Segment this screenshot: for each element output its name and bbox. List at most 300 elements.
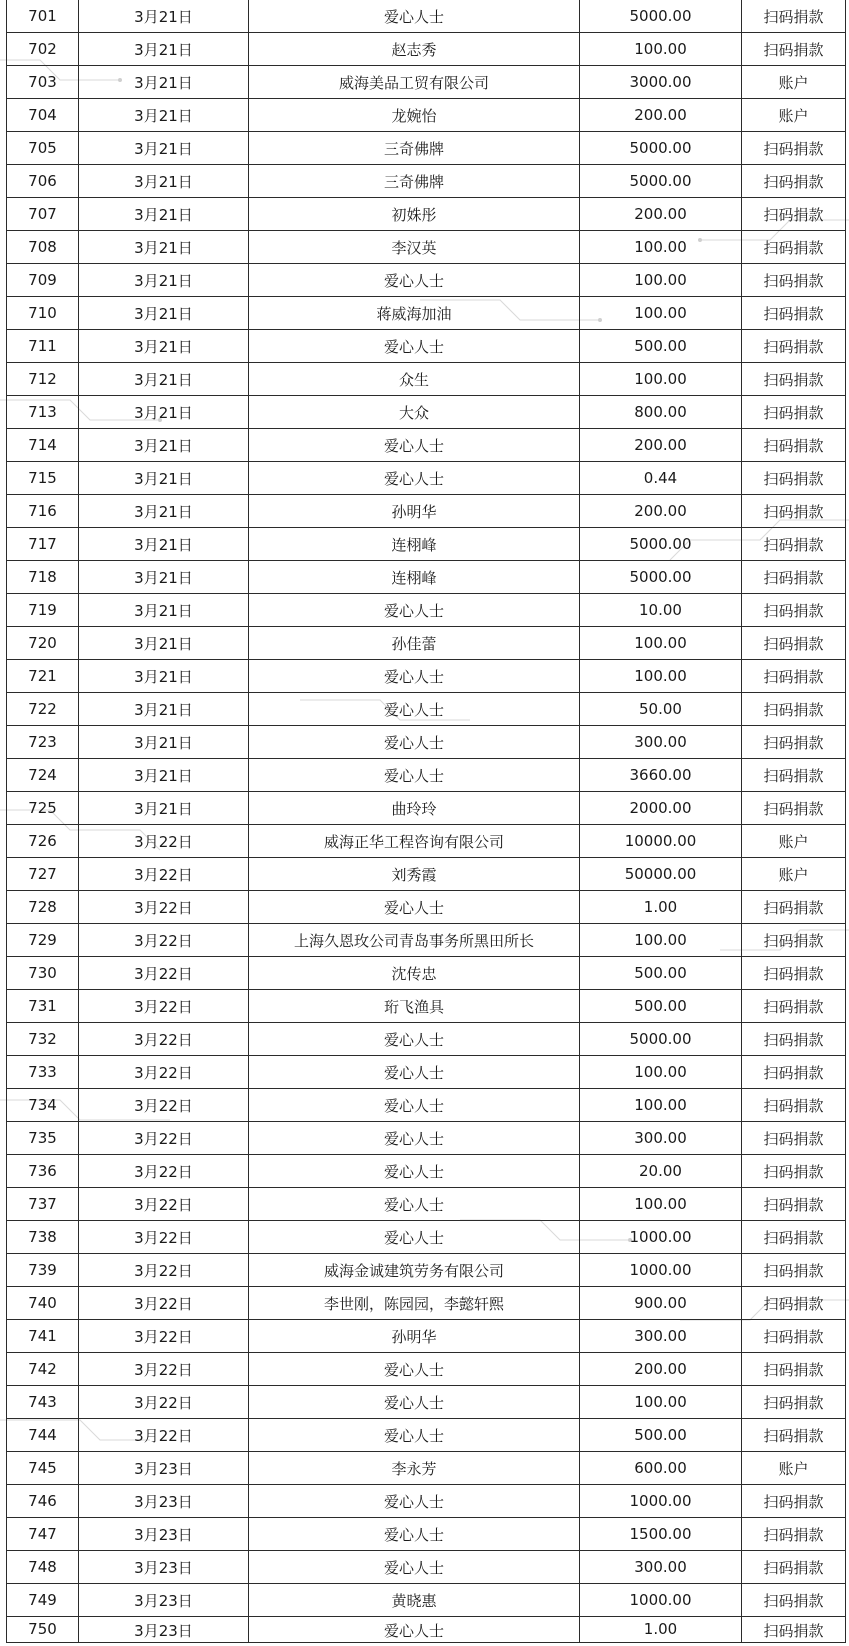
donor-name: 孙佳蕾 xyxy=(249,627,580,660)
donation-date: 3月22日 xyxy=(79,1287,249,1320)
donation-amount: 5000.00 xyxy=(580,1023,742,1056)
donation-date: 3月21日 xyxy=(79,99,249,132)
donor-name: 上海久恩玫公司青岛事务所黑田所长 xyxy=(249,924,580,957)
donor-name: 蒋威海加油 xyxy=(249,297,580,330)
donation-table xyxy=(6,0,846,1643)
donation-method: 扫码捐款 xyxy=(742,363,846,396)
donation-method: 扫码捐款 xyxy=(742,1320,846,1353)
table-row xyxy=(7,99,846,132)
donor-name: 赵志秀 xyxy=(249,33,580,66)
row-number: 706 xyxy=(7,165,79,198)
donation-amount: 500.00 xyxy=(580,990,742,1023)
donation-amount: 900.00 xyxy=(580,1287,742,1320)
table-row xyxy=(7,1089,846,1122)
donation-date: 3月23日 xyxy=(79,1485,249,1518)
donor-name: 爱心人士 xyxy=(249,891,580,924)
table-row xyxy=(7,990,846,1023)
donation-amount: 800.00 xyxy=(580,396,742,429)
donation-date: 3月23日 xyxy=(79,1584,249,1617)
donation-amount: 100.00 xyxy=(580,627,742,660)
donor-name: 黄晓惠 xyxy=(249,1584,580,1617)
donation-date: 3月21日 xyxy=(79,0,249,33)
donation-method: 扫码捐款 xyxy=(742,1188,846,1221)
donation-date: 3月21日 xyxy=(79,495,249,528)
donation-amount: 3000.00 xyxy=(580,66,742,99)
donation-amount: 100.00 xyxy=(580,264,742,297)
row-number: 711 xyxy=(7,330,79,363)
table-row xyxy=(7,198,846,231)
row-number: 744 xyxy=(7,1419,79,1452)
donor-name: 爱心人士 xyxy=(249,1419,580,1452)
table-row xyxy=(7,1122,846,1155)
donor-name: 爱心人士 xyxy=(249,726,580,759)
donation-date: 3月22日 xyxy=(79,957,249,990)
donor-name: 爱心人士 xyxy=(249,759,580,792)
table-row xyxy=(7,1056,846,1089)
donation-method: 扫码捐款 xyxy=(742,660,846,693)
row-number: 723 xyxy=(7,726,79,759)
table-row xyxy=(7,1419,846,1452)
donor-name: 爱心人士 xyxy=(249,660,580,693)
donation-amount: 200.00 xyxy=(580,99,742,132)
donation-amount: 300.00 xyxy=(580,726,742,759)
donor-name: 威海正华工程咨询有限公司 xyxy=(249,825,580,858)
donation-method: 扫码捐款 xyxy=(742,957,846,990)
donation-date: 3月21日 xyxy=(79,33,249,66)
table-row xyxy=(7,1584,846,1617)
donation-method: 扫码捐款 xyxy=(742,1551,846,1584)
row-number: 748 xyxy=(7,1551,79,1584)
donation-date: 3月21日 xyxy=(79,693,249,726)
donation-method: 账户 xyxy=(742,99,846,132)
donor-name: 爱心人士 xyxy=(249,462,580,495)
donation-date: 3月21日 xyxy=(79,165,249,198)
donation-method: 扫码捐款 xyxy=(742,1617,846,1643)
donation-amount: 1.00 xyxy=(580,891,742,924)
table-row xyxy=(7,66,846,99)
table-row xyxy=(7,594,846,627)
donation-amount: 100.00 xyxy=(580,1089,742,1122)
row-number: 729 xyxy=(7,924,79,957)
table-row xyxy=(7,1551,846,1584)
row-number: 703 xyxy=(7,66,79,99)
donation-method: 扫码捐款 xyxy=(742,264,846,297)
table-row xyxy=(7,1353,846,1386)
donor-name: 爱心人士 xyxy=(249,693,580,726)
donor-name: 爱心人士 xyxy=(249,1056,580,1089)
donation-date: 3月21日 xyxy=(79,561,249,594)
donation-amount: 5000.00 xyxy=(580,165,742,198)
table-row xyxy=(7,924,846,957)
donor-name: 三奇佛牌 xyxy=(249,165,580,198)
row-number: 709 xyxy=(7,264,79,297)
table-row xyxy=(7,264,846,297)
donation-method: 扫码捐款 xyxy=(742,1221,846,1254)
row-number: 735 xyxy=(7,1122,79,1155)
donation-date: 3月22日 xyxy=(79,1155,249,1188)
donation-date: 3月21日 xyxy=(79,726,249,759)
donor-name: 李永芳 xyxy=(249,1452,580,1485)
donation-amount: 1000.00 xyxy=(580,1485,742,1518)
table-row xyxy=(7,495,846,528)
donation-method: 扫码捐款 xyxy=(742,627,846,660)
donation-date: 3月21日 xyxy=(79,330,249,363)
donation-amount: 500.00 xyxy=(580,957,742,990)
donation-amount: 0.44 xyxy=(580,462,742,495)
donation-amount: 600.00 xyxy=(580,1452,742,1485)
donation-date: 3月21日 xyxy=(79,594,249,627)
row-number: 701 xyxy=(7,0,79,33)
donor-name: 威海金诚建筑劳务有限公司 xyxy=(249,1254,580,1287)
row-number: 717 xyxy=(7,528,79,561)
donation-date: 3月22日 xyxy=(79,825,249,858)
donation-amount: 100.00 xyxy=(580,1056,742,1089)
donation-method: 扫码捐款 xyxy=(742,1155,846,1188)
donation-method: 扫码捐款 xyxy=(742,990,846,1023)
table-row xyxy=(7,1287,846,1320)
donation-method: 扫码捐款 xyxy=(742,1287,846,1320)
table-row xyxy=(7,726,846,759)
table-row xyxy=(7,1617,846,1643)
row-number: 715 xyxy=(7,462,79,495)
donation-amount: 10000.00 xyxy=(580,825,742,858)
donation-method: 扫码捐款 xyxy=(742,297,846,330)
donation-date: 3月23日 xyxy=(79,1551,249,1584)
row-number: 708 xyxy=(7,231,79,264)
donation-amount: 50.00 xyxy=(580,693,742,726)
donation-method: 扫码捐款 xyxy=(742,429,846,462)
donation-date: 3月22日 xyxy=(79,1089,249,1122)
donation-amount: 1000.00 xyxy=(580,1221,742,1254)
table-row xyxy=(7,165,846,198)
donation-date: 3月22日 xyxy=(79,1221,249,1254)
donation-amount: 100.00 xyxy=(580,1188,742,1221)
table-row xyxy=(7,660,846,693)
row-number: 732 xyxy=(7,1023,79,1056)
donation-amount: 200.00 xyxy=(580,495,742,528)
donation-date: 3月22日 xyxy=(79,891,249,924)
donation-method: 扫码捐款 xyxy=(742,528,846,561)
donor-name: 李汉英 xyxy=(249,231,580,264)
donation-method: 账户 xyxy=(742,66,846,99)
donor-name: 爱心人士 xyxy=(249,1023,580,1056)
donor-name: 爱心人士 xyxy=(249,1122,580,1155)
table-row xyxy=(7,561,846,594)
donation-amount: 20.00 xyxy=(580,1155,742,1188)
donor-name: 爱心人士 xyxy=(249,1188,580,1221)
row-number: 712 xyxy=(7,363,79,396)
table-row xyxy=(7,1485,846,1518)
donation-amount: 100.00 xyxy=(580,231,742,264)
row-number: 710 xyxy=(7,297,79,330)
row-number: 707 xyxy=(7,198,79,231)
donation-amount: 5000.00 xyxy=(580,561,742,594)
donation-date: 3月21日 xyxy=(79,363,249,396)
donation-method: 扫码捐款 xyxy=(742,924,846,957)
donation-date: 3月22日 xyxy=(79,924,249,957)
donation-method: 扫码捐款 xyxy=(742,792,846,825)
row-number: 730 xyxy=(7,957,79,990)
donor-name: 爱心人士 xyxy=(249,1353,580,1386)
row-number: 738 xyxy=(7,1221,79,1254)
donation-method: 扫码捐款 xyxy=(742,132,846,165)
donor-name: 沈传忠 xyxy=(249,957,580,990)
row-number: 742 xyxy=(7,1353,79,1386)
row-number: 739 xyxy=(7,1254,79,1287)
donation-method: 扫码捐款 xyxy=(742,726,846,759)
table-row xyxy=(7,33,846,66)
donation-date: 3月21日 xyxy=(79,429,249,462)
row-number: 747 xyxy=(7,1518,79,1551)
donor-name: 爱心人士 xyxy=(249,1386,580,1419)
donation-method: 扫码捐款 xyxy=(742,759,846,792)
table-row xyxy=(7,528,846,561)
donation-amount: 200.00 xyxy=(580,1353,742,1386)
table-row xyxy=(7,1254,846,1287)
donation-date: 3月22日 xyxy=(79,1353,249,1386)
row-number: 720 xyxy=(7,627,79,660)
table-row xyxy=(7,1518,846,1551)
row-number: 733 xyxy=(7,1056,79,1089)
donor-name: 爱心人士 xyxy=(249,264,580,297)
donation-method: 扫码捐款 xyxy=(742,1056,846,1089)
row-number: 719 xyxy=(7,594,79,627)
donation-method: 扫码捐款 xyxy=(742,462,846,495)
donation-date: 3月21日 xyxy=(79,759,249,792)
row-number: 736 xyxy=(7,1155,79,1188)
donation-date: 3月22日 xyxy=(79,1023,249,1056)
donation-amount: 100.00 xyxy=(580,1386,742,1419)
donation-method: 扫码捐款 xyxy=(742,0,846,33)
donation-method: 账户 xyxy=(742,825,846,858)
table-row xyxy=(7,1221,846,1254)
donation-date: 3月21日 xyxy=(79,462,249,495)
donation-amount: 200.00 xyxy=(580,429,742,462)
row-number: 713 xyxy=(7,396,79,429)
donation-amount: 300.00 xyxy=(580,1320,742,1353)
table-row xyxy=(7,1188,846,1221)
donation-method: 扫码捐款 xyxy=(742,1122,846,1155)
donation-amount: 100.00 xyxy=(580,297,742,330)
row-number: 724 xyxy=(7,759,79,792)
table-row xyxy=(7,627,846,660)
donation-date: 3月22日 xyxy=(79,1320,249,1353)
donation-amount: 100.00 xyxy=(580,363,742,396)
donation-date: 3月21日 xyxy=(79,660,249,693)
donation-method: 扫码捐款 xyxy=(742,330,846,363)
row-number: 737 xyxy=(7,1188,79,1221)
donation-date: 3月21日 xyxy=(79,528,249,561)
donation-amount: 200.00 xyxy=(580,198,742,231)
donation-date: 3月22日 xyxy=(79,858,249,891)
donation-method: 账户 xyxy=(742,1452,846,1485)
row-number: 716 xyxy=(7,495,79,528)
table-row xyxy=(7,297,846,330)
row-number: 705 xyxy=(7,132,79,165)
table-row xyxy=(7,330,846,363)
donor-name: 三奇佛牌 xyxy=(249,132,580,165)
table-row xyxy=(7,891,846,924)
donation-amount: 300.00 xyxy=(580,1122,742,1155)
donation-method: 扫码捐款 xyxy=(742,198,846,231)
donation-table-body xyxy=(7,0,846,1643)
donation-method: 扫码捐款 xyxy=(742,1254,846,1287)
donation-date: 3月22日 xyxy=(79,1419,249,1452)
donor-name: 珩飞渔具 xyxy=(249,990,580,1023)
table-row xyxy=(7,1452,846,1485)
row-number: 725 xyxy=(7,792,79,825)
donation-method: 账户 xyxy=(742,858,846,891)
table-row xyxy=(7,957,846,990)
donation-amount: 1500.00 xyxy=(580,1518,742,1551)
donation-amount: 500.00 xyxy=(580,1419,742,1452)
row-number: 704 xyxy=(7,99,79,132)
donor-name: 爱心人士 xyxy=(249,1551,580,1584)
donor-name: 爱心人士 xyxy=(249,429,580,462)
donation-date: 3月21日 xyxy=(79,198,249,231)
donation-method: 扫码捐款 xyxy=(742,1353,846,1386)
donation-date: 3月22日 xyxy=(79,990,249,1023)
donation-amount: 3660.00 xyxy=(580,759,742,792)
donation-method: 扫码捐款 xyxy=(742,1386,846,1419)
donation-amount: 5000.00 xyxy=(580,0,742,33)
row-number: 750 xyxy=(7,1617,79,1643)
donation-method: 扫码捐款 xyxy=(742,1089,846,1122)
row-number: 740 xyxy=(7,1287,79,1320)
row-number: 745 xyxy=(7,1452,79,1485)
table-row xyxy=(7,231,846,264)
donation-method: 扫码捐款 xyxy=(742,1584,846,1617)
donation-date: 3月21日 xyxy=(79,396,249,429)
row-number: 726 xyxy=(7,825,79,858)
donation-method: 扫码捐款 xyxy=(742,1518,846,1551)
donation-amount: 300.00 xyxy=(580,1551,742,1584)
donation-date: 3月21日 xyxy=(79,231,249,264)
donor-name: 爱心人士 xyxy=(249,1089,580,1122)
donation-method: 扫码捐款 xyxy=(742,1419,846,1452)
donor-name: 孙明华 xyxy=(249,1320,580,1353)
donation-method: 扫码捐款 xyxy=(742,396,846,429)
donor-name: 连栩峰 xyxy=(249,528,580,561)
row-number: 731 xyxy=(7,990,79,1023)
donation-date: 3月23日 xyxy=(79,1617,249,1643)
table-row xyxy=(7,462,846,495)
donor-name: 威海美品工贸有限公司 xyxy=(249,66,580,99)
donor-name: 曲玲玲 xyxy=(249,792,580,825)
donation-method: 扫码捐款 xyxy=(742,33,846,66)
donation-amount: 10.00 xyxy=(580,594,742,627)
table-row xyxy=(7,1386,846,1419)
donor-name: 爱心人士 xyxy=(249,330,580,363)
table-row xyxy=(7,858,846,891)
donor-name: 孙明华 xyxy=(249,495,580,528)
table-row xyxy=(7,1023,846,1056)
donation-date: 3月21日 xyxy=(79,66,249,99)
donation-date: 3月22日 xyxy=(79,1188,249,1221)
donation-method: 扫码捐款 xyxy=(742,495,846,528)
table-row xyxy=(7,693,846,726)
donation-date: 3月22日 xyxy=(79,1122,249,1155)
row-number: 714 xyxy=(7,429,79,462)
donation-method: 扫码捐款 xyxy=(742,1023,846,1056)
row-number: 722 xyxy=(7,693,79,726)
donation-date: 3月23日 xyxy=(79,1452,249,1485)
donor-name: 众生 xyxy=(249,363,580,396)
donation-amount: 100.00 xyxy=(580,660,742,693)
donation-method: 扫码捐款 xyxy=(742,594,846,627)
donation-date: 3月21日 xyxy=(79,264,249,297)
row-number: 702 xyxy=(7,33,79,66)
table-row xyxy=(7,429,846,462)
donation-amount: 500.00 xyxy=(580,330,742,363)
donation-amount: 1.00 xyxy=(580,1617,742,1643)
donation-date: 3月21日 xyxy=(79,297,249,330)
donor-name: 龙婉怡 xyxy=(249,99,580,132)
row-number: 727 xyxy=(7,858,79,891)
row-number: 721 xyxy=(7,660,79,693)
table-row xyxy=(7,363,846,396)
donation-date: 3月22日 xyxy=(79,1254,249,1287)
table-row xyxy=(7,0,846,33)
table-row xyxy=(7,396,846,429)
donation-method: 扫码捐款 xyxy=(742,561,846,594)
row-number: 746 xyxy=(7,1485,79,1518)
donor-name: 刘秀霞 xyxy=(249,858,580,891)
donor-name: 爱心人士 xyxy=(249,0,580,33)
donation-method: 扫码捐款 xyxy=(742,693,846,726)
donation-date: 3月22日 xyxy=(79,1386,249,1419)
donor-name: 爱心人士 xyxy=(249,594,580,627)
donation-amount: 100.00 xyxy=(580,924,742,957)
donation-method: 扫码捐款 xyxy=(742,231,846,264)
donation-amount: 50000.00 xyxy=(580,858,742,891)
donation-date: 3月21日 xyxy=(79,627,249,660)
donation-date: 3月21日 xyxy=(79,132,249,165)
donation-date: 3月21日 xyxy=(79,792,249,825)
donor-name: 爱心人士 xyxy=(249,1155,580,1188)
row-number: 741 xyxy=(7,1320,79,1353)
donation-amount: 5000.00 xyxy=(580,528,742,561)
donor-name: 爱心人士 xyxy=(249,1518,580,1551)
row-number: 734 xyxy=(7,1089,79,1122)
table-row xyxy=(7,1155,846,1188)
row-number: 743 xyxy=(7,1386,79,1419)
donor-name: 大众 xyxy=(249,396,580,429)
donation-method: 扫码捐款 xyxy=(742,891,846,924)
row-number: 728 xyxy=(7,891,79,924)
donor-name: 爱心人士 xyxy=(249,1485,580,1518)
table-row xyxy=(7,759,846,792)
row-number: 749 xyxy=(7,1584,79,1617)
donor-name: 连栩峰 xyxy=(249,561,580,594)
donor-name: 初姝彤 xyxy=(249,198,580,231)
donation-amount: 1000.00 xyxy=(580,1254,742,1287)
donor-name: 爱心人士 xyxy=(249,1617,580,1643)
donor-name: 李世刚，陈园园，李懿轩熙 xyxy=(249,1287,580,1320)
donation-amount: 2000.00 xyxy=(580,792,742,825)
donation-date: 3月23日 xyxy=(79,1518,249,1551)
donor-name: 爱心人士 xyxy=(249,1221,580,1254)
donation-method: 扫码捐款 xyxy=(742,165,846,198)
table-row xyxy=(7,825,846,858)
donation-date: 3月22日 xyxy=(79,1056,249,1089)
donation-amount: 1000.00 xyxy=(580,1584,742,1617)
donation-method: 扫码捐款 xyxy=(742,1485,846,1518)
table-row xyxy=(7,792,846,825)
row-number: 718 xyxy=(7,561,79,594)
donation-amount: 100.00 xyxy=(580,33,742,66)
table-row xyxy=(7,1320,846,1353)
